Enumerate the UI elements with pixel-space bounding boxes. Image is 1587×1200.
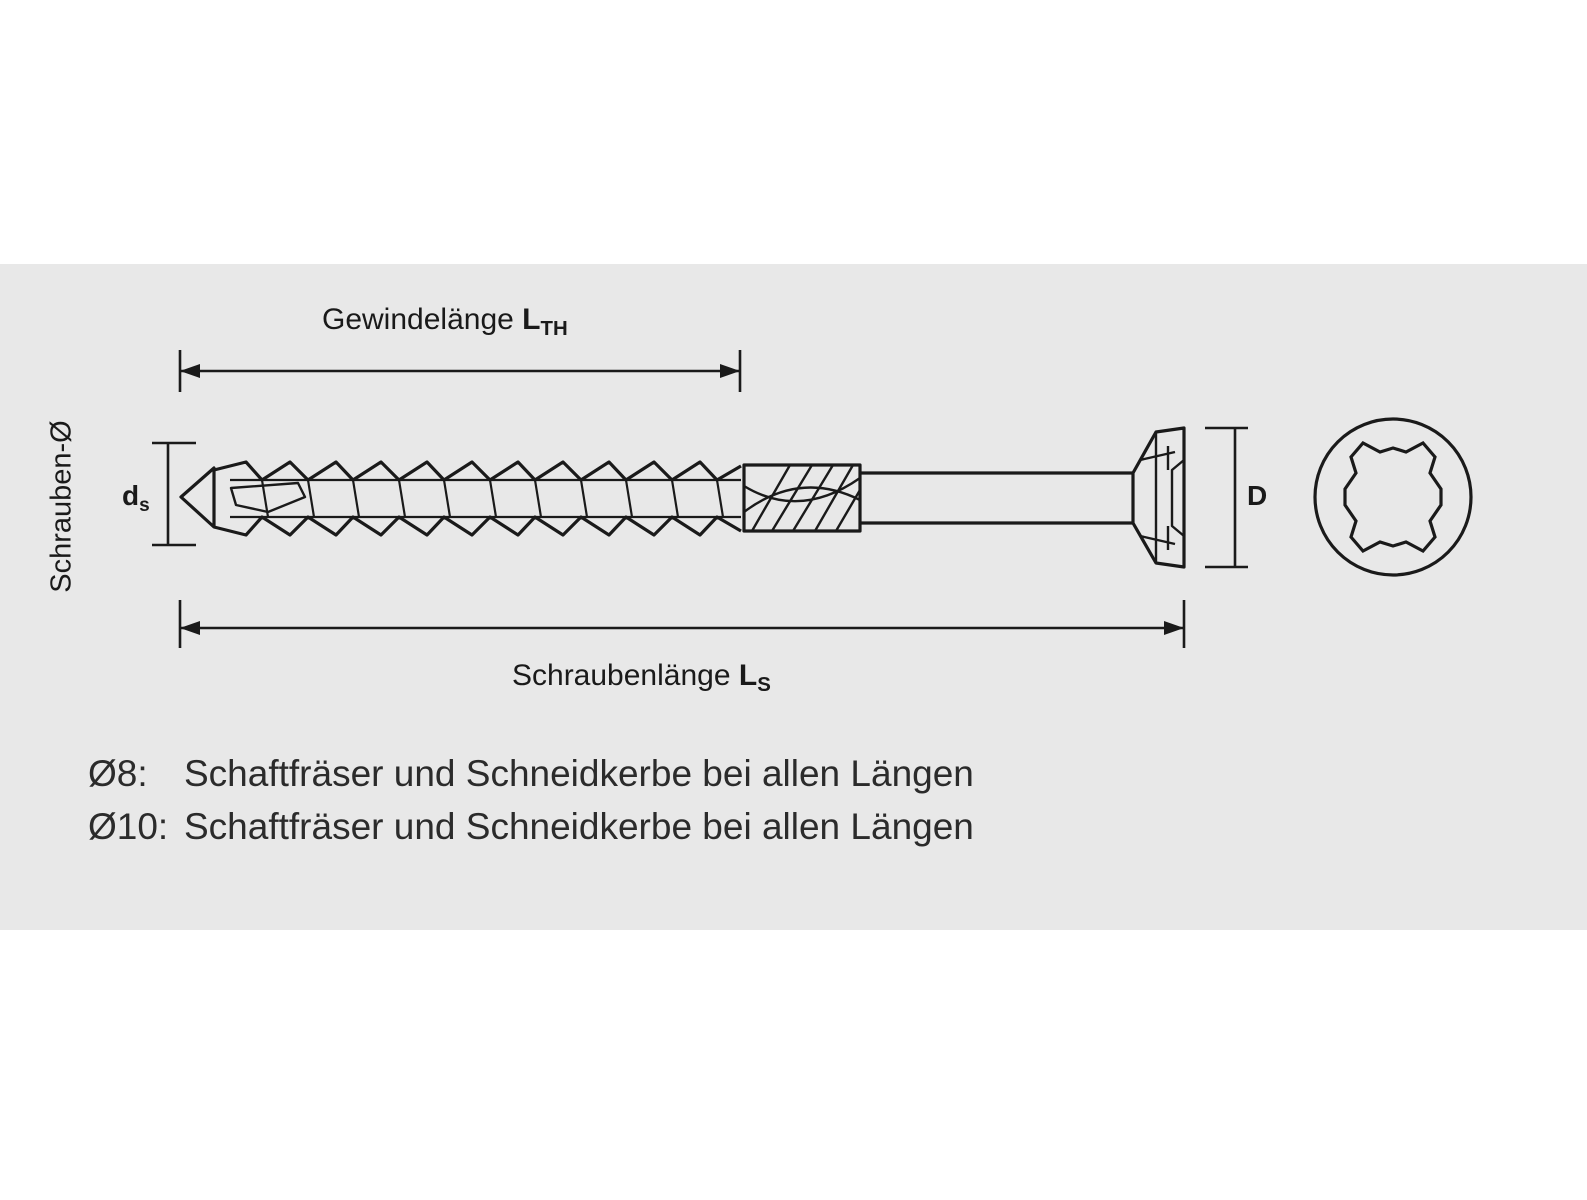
shank-diameter-symbol-sub: s [139,494,150,516]
screw-length-symbol: L [738,659,758,692]
note-row [88,801,974,854]
head-diameter-label: D [1247,480,1268,511]
thread-length-symbol-sub: TH [540,318,568,341]
note-key: Ø8: [88,753,148,794]
screw-length-dimension [180,600,1184,648]
thread-length-label-text: Gewindelänge [322,303,514,336]
note-text: Schaftfräser und Schneidkerbe bei allen Längen [184,805,974,847]
notes-block [88,748,974,853]
screw-diameter-vertical-label: Schrauben-Ø [45,420,78,593]
note-row [88,748,974,801]
shank-cutter-section [744,465,860,531]
note-text: Schaftfräser und Schneidkerbe bei allen Längen [184,753,974,794]
screw-length-label [512,659,771,697]
shank-diameter-label [122,480,150,516]
shank-diameter-dimension [152,443,196,545]
thread-length-dimension [180,350,740,392]
shank-diameter-symbol: d [122,480,140,511]
torx-drive-icon [1315,419,1471,575]
note-key: Ø10: [88,805,169,847]
thread-length-label [322,303,568,341]
screw-length-symbol-sub: S [757,674,771,697]
head-diameter-dimension [1205,428,1248,567]
screw-illustration [181,428,1184,567]
thread-length-symbol: L [522,303,541,336]
screw-length-label-text: Schraubenlänge [512,659,731,692]
